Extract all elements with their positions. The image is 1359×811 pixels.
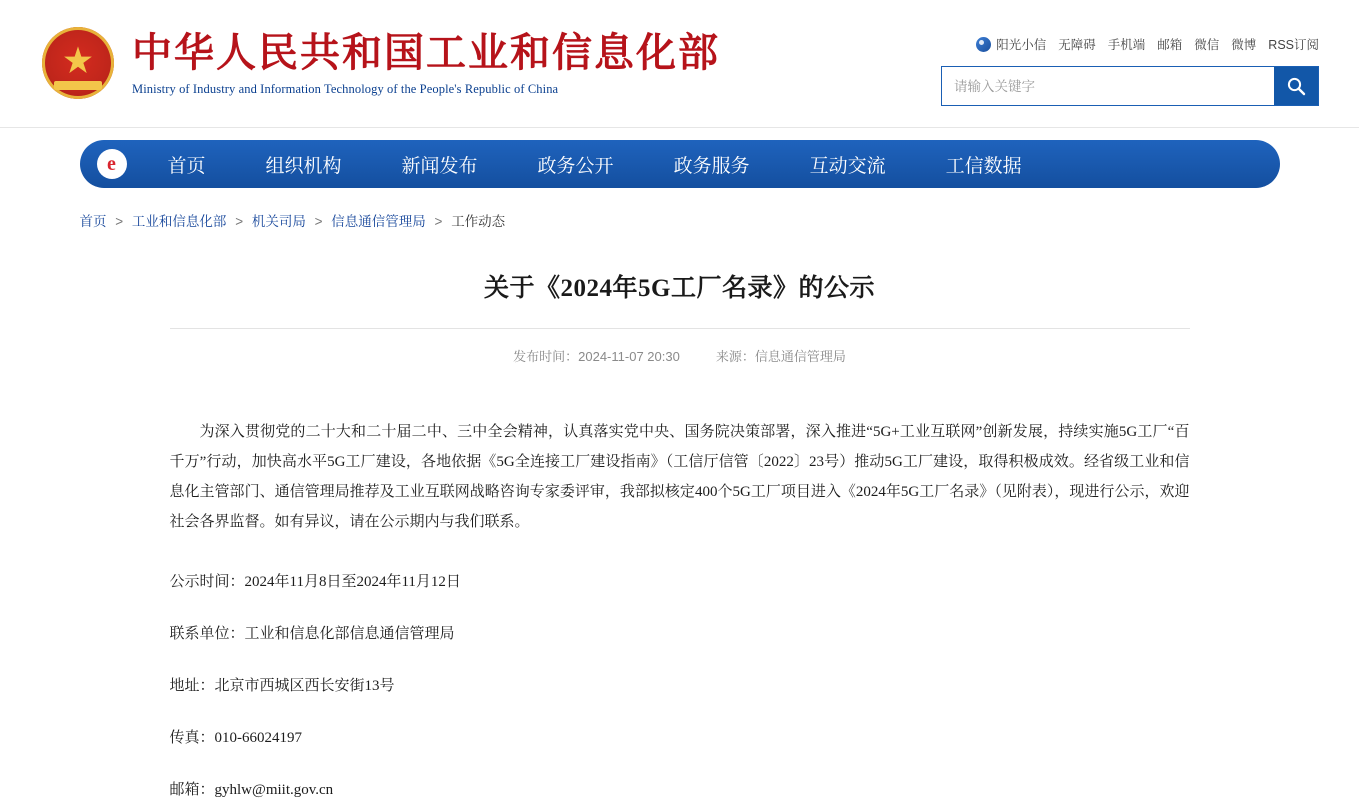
site-header [0, 0, 1359, 128]
top-link-mail[interactable]: 邮箱 [1157, 38, 1183, 52]
breadcrumb-item-0[interactable]: 首页 [79, 214, 107, 229]
site-title-cn: 中华人民共和国工业和信息化部 [132, 29, 720, 75]
breadcrumb-separator: > [314, 214, 323, 229]
site-logo[interactable] [42, 27, 720, 99]
national-emblem-icon [42, 27, 114, 99]
breadcrumb-separator: > [434, 214, 443, 229]
nav-item-news[interactable]: 新闻发布 [401, 155, 478, 177]
top-links [976, 35, 1319, 53]
search-icon [1286, 76, 1306, 96]
nav-item-affairs-open[interactable]: 政务公开 [537, 155, 614, 177]
top-link-mobile[interactable]: 手机端 [1107, 38, 1146, 52]
nav-item-interaction[interactable]: 互动交流 [809, 155, 886, 177]
article-body [170, 417, 1190, 805]
publish-time-value: 2024-11-07 20:30 [578, 349, 680, 364]
article-paragraph-3: 地址：北京市西城区西长安街13号 [169, 678, 395, 694]
top-link-sunshine[interactable] [976, 35, 1046, 53]
top-link-wechat[interactable]: 微信 [1194, 38, 1220, 52]
search-box[interactable] [941, 66, 1319, 106]
breadcrumb [80, 210, 1280, 230]
article-paragraph-2: 联系单位：工业和信息化部信息通信管理局 [169, 626, 455, 642]
breadcrumb-separator: > [115, 214, 124, 229]
article-paragraph-5: 邮箱：gyhlw@miit.gov.cn [169, 782, 334, 798]
source-label: 来源： [715, 349, 755, 364]
article-meta [170, 346, 1190, 365]
article [170, 230, 1190, 805]
breadcrumb-item-3[interactable]: 信息通信管理局 [331, 214, 426, 229]
nav-logo-glyph: e [97, 149, 127, 179]
title-divider [170, 328, 1190, 329]
site-titles [132, 29, 720, 97]
search-button[interactable] [1274, 67, 1318, 105]
search-input[interactable] [942, 67, 1274, 105]
breadcrumb-item-1[interactable]: 工业和信息化部 [131, 214, 227, 229]
site-title-en: Ministry of Industry and Information Technology of the People's Republic of China [132, 82, 559, 97]
breadcrumb-separator: > [235, 214, 244, 229]
source-value: 信息通信管理局 [754, 349, 846, 364]
nav-item-organization[interactable]: 组织机构 [265, 155, 342, 177]
nav-logo-icon [90, 142, 134, 186]
top-link-weibo[interactable]: 微博 [1231, 38, 1257, 52]
article-paragraph-0: 为深入贯彻党的二十大和二十届二中、三中全会精神，认真落实党中央、国务院决策部署，深入推进“5G+工业互联网”创新发展，持续实施5G工厂“百千万”行动，加快高水平5G工厂建设，各地依据《5G全连接工厂建设指南》（工信厅信管〔2022〕23号）推动5G工厂建设，取得积极成效。经省级工业和信息化主管部门、通信管理局推荐及工业互联网战略咨询专家委评审，我部拟核定400个5G工厂项目进入《2024年5G工厂名录》（见附表），现进行公示，欢迎社会各界监督。如有异议，请在公示期内与我们联系。 [169, 424, 1190, 530]
top-link-accessibility[interactable]: 无障碍 [1058, 38, 1096, 52]
nav-item-services[interactable]: 政务服务 [673, 155, 750, 177]
nav-item-home[interactable]: 首页 [167, 155, 206, 177]
top-link-label-0[interactable]: 阳光小信 [996, 38, 1047, 52]
sun-icon [976, 37, 991, 52]
breadcrumb-item-2[interactable]: 机关司局 [251, 214, 306, 229]
publish-time [513, 346, 680, 365]
article-paragraph-4: 传真：010-66024197 [169, 730, 302, 746]
top-link-rss[interactable]: RSS订阅 [1268, 38, 1319, 52]
article-paragraph-1: 公示时间：2024年11月8日至2024年11月12日 [169, 574, 461, 590]
main-nav [80, 140, 1280, 188]
breadcrumb-item-current: 工作动态 [451, 214, 506, 229]
nav-item-data[interactable]: 工信数据 [945, 155, 1022, 177]
article-source [716, 346, 846, 365]
publish-time-label: 发布时间： [513, 349, 579, 364]
page-title: 关于《2024年5G工厂名录》的公示 [484, 275, 875, 302]
